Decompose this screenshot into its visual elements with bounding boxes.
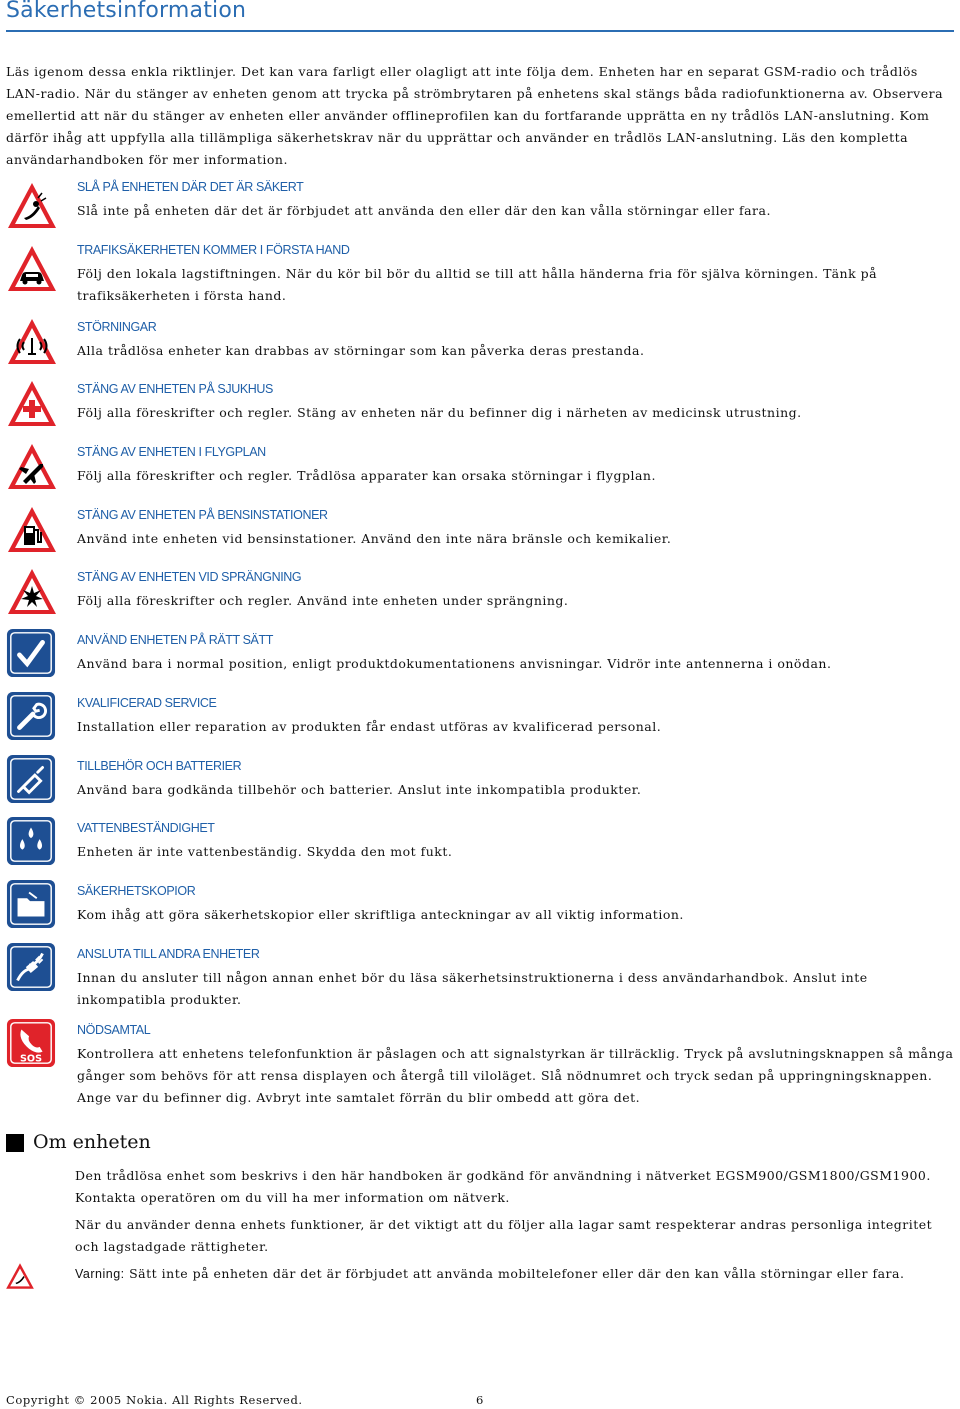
entry-heading: TILLBEHÖR OCH BATTERIER	[77, 759, 242, 773]
water-drops-icon	[6, 816, 56, 866]
section-bullet	[6, 1134, 24, 1152]
interference-icon	[6, 316, 58, 368]
svg-text:SOS: SOS	[19, 1053, 43, 1065]
entry-text: Enheten är inte vattenbeständig. Skydda den mot fukt.	[77, 844, 453, 859]
entry-heading: STÄNG AV ENHETEN PÅ SJUKHUS	[77, 382, 273, 396]
entry-heading: ANVÄND ENHETEN PÅ RÄTT SÄTT	[77, 633, 273, 647]
entry-heading: STÄNG AV ENHETEN PÅ BENSINSTATIONER	[77, 508, 328, 522]
title-divider	[6, 30, 954, 32]
entry-heading: STÄNG AV ENHETEN I FLYGPLAN	[77, 445, 266, 459]
copyright-text: Copyright © 2005 Nokia. All Rights Reserved.	[6, 1393, 303, 1407]
entry-text: Kom ihåg att göra säkerhetskopior eller skriftliga anteckningar av all viktig information.	[77, 907, 684, 922]
warning-icon	[5, 1262, 35, 1290]
entry-text: Följ alla föreskrifter och regler. Stäng av enheten när du befinner dig i närheten av medicinsk utrustning.	[77, 405, 802, 420]
warning-text: Sätt inte på enheten där det är förbjudet att använda mobiltelefoner eller där den kan vålla störningar eller fara.	[124, 1266, 905, 1281]
entry-heading: STÄNG AV ENHETEN VID SPRÄNGNING	[77, 570, 302, 584]
warning-paragraph	[75, 1263, 955, 1285]
entry-text: Installation eller reparation av produkten får endast utföras av kvalificerad personal.	[77, 719, 662, 734]
entry-text: Följ den lokala lagstiftningen. När du kör bil bör du alltid se till att hålla händerna fria för själva körningen. Tänk på trafiksäkerheten i första hand.	[77, 266, 878, 303]
entry-text: Alla trådlösa enheter kan drabbas av störningar som kan påverka deras prestanda.	[77, 343, 645, 358]
entry-heading: SLÅ PÅ ENHETEN DÄR DET ÄR SÄKERT	[77, 180, 304, 194]
car-icon	[6, 243, 58, 295]
entry-text: Använd bara godkända tillbehör och batterier. Anslut inte inkompatibla produkter.	[77, 782, 642, 797]
intro-paragraph: Läs igenom dessa enkla riktlinjer. Det kan vara farligt eller olagligt att inte följa dem. Enheten har en separat GSM-radio och trådlös LAN-radio. När du stänger av enheten genom att trycka på strömbrytaren på enhetens skal stängs båda radiofunktionerna av. Observera emellertid att när du stänger av enheten eller använder offlineprofilen kan du fortfarande upprätta en ny trådlös LAN-anslutning. Kom därför ihåg att uppfylla alla tillämpliga säkerhetskrav när du upprättar och använder en trådlös LAN-anslutning. Läs den kompletta användarhandboken för mer information.	[6, 64, 944, 167]
entry-heading: SÄKERHETSKOPIOR	[77, 884, 196, 898]
entry-heading: ANSLUTA TILL ANDRA ENHETER	[77, 947, 260, 961]
page-number: 6	[476, 1393, 484, 1407]
switch-on-safely-icon	[6, 180, 58, 232]
plug-icon	[6, 942, 56, 992]
explosion-icon	[6, 566, 58, 618]
wrench-icon	[6, 691, 56, 741]
airplane-icon	[6, 441, 58, 493]
entry-text: Använd inte enheten vid bensinstationer. Använd den inte nära bränsle och kemikalier.	[77, 531, 672, 546]
entry-heading: VATTENBESTÄNDIGHET	[77, 821, 215, 835]
entry-text: Innan du ansluter till någon annan enhet bör du läsa säkerhetsinstruktionerna i dess användarhandbok. Anslut inte inkompatibla produkter.	[77, 970, 868, 1007]
page-title: Säkerhetsinformation	[6, 0, 247, 23]
accessory-icon	[6, 754, 56, 804]
entry-heading: NÖDSAMTAL	[77, 1023, 151, 1037]
entry-text: Använd bara i normal position, enligt produktdokumentationens anvisningar. Vidrör inte antennerna i onödan.	[77, 656, 832, 671]
entry-text: Slå inte på enheten där det är förbjudet att använda den eller där den kan vålla störningar eller fara.	[77, 203, 771, 218]
section-paragraph-privacy: När du använder denna enhets funktioner, är det viktigt att du följer alla lagar samt respekterar andras personliga integritet och lagstadgade rättigheter.	[75, 1217, 933, 1254]
warning-label: Varning:	[75, 1267, 125, 1281]
entry-text: Följ alla föreskrifter och regler. Trådlösa apparater kan orsaka störningar i flygplan.	[77, 468, 656, 483]
entry-text: Kontrollera att enhetens telefonfunktion är påslagen och att signalstyrkan är tillräcklig. Tryck på avslutningsknappen så många gånger som behövs för att rensa displayen och återgå till viloläget. Slå nödnumret och tryck sedan på uppringningsknappen. Ange var du befinner dig. Avbryt inte samtalet förrän du blir ombedd att göra det.	[77, 1046, 954, 1105]
checkmark-icon	[6, 628, 56, 678]
fuel-pump-icon	[6, 504, 58, 556]
sos-phone-icon	[6, 1018, 56, 1068]
entry-heading: TRAFIKSÄKERHETEN KOMMER I FÖRSTA HAND	[77, 243, 350, 257]
backup-folder-icon	[6, 879, 56, 929]
section-title: Om enheten	[33, 1131, 151, 1153]
entry-text: Följ alla föreskrifter och regler. Använd inte enheten under sprängning.	[77, 593, 569, 608]
entry-heading: STÖRNINGAR	[77, 320, 157, 334]
section-paragraph-network: Den trådlösa enhet som beskrivs i den här handboken är godkänd för användning i nätverket EGSM900/GSM1800/GSM1900. Kontakta operatören om du vill ha mer information om nätverk.	[75, 1168, 931, 1205]
hospital-cross-icon	[6, 378, 58, 430]
entry-heading: KVALIFICERAD SERVICE	[77, 696, 217, 710]
